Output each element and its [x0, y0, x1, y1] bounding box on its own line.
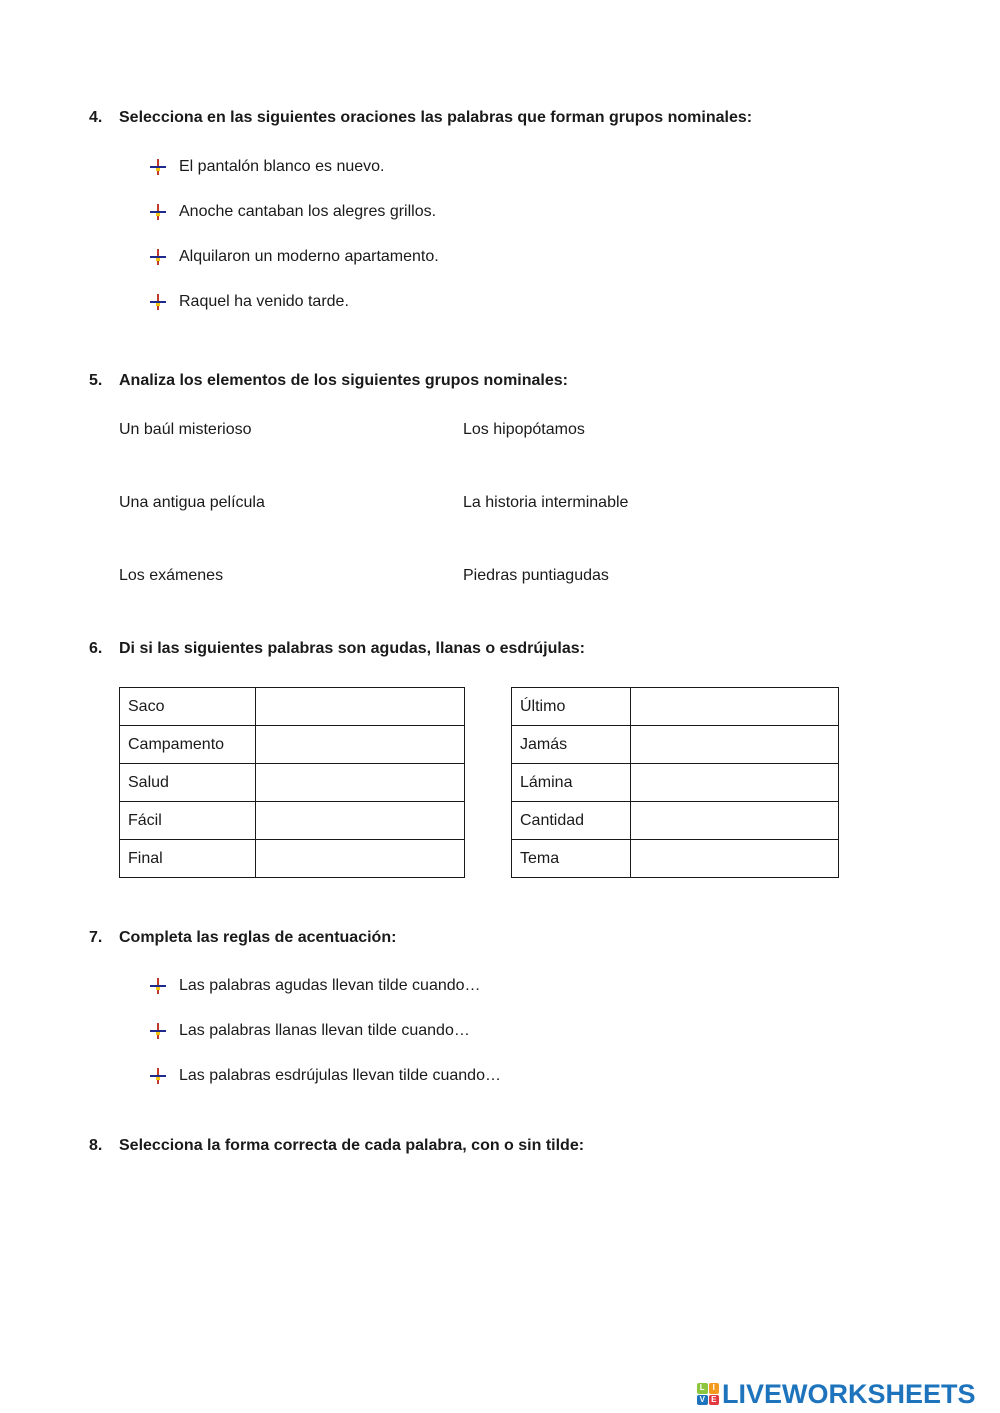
logo-text: LIVEWORKSHEETS	[722, 1378, 976, 1409]
answer-cell[interactable]	[631, 726, 839, 764]
q7-title: Completa las reglas de acentuación:	[119, 929, 397, 946]
table-row	[512, 726, 839, 764]
q4-number: 4.	[89, 109, 103, 126]
q5-right-3: Piedras puntiagudas	[463, 567, 609, 584]
table-word: Último	[512, 688, 631, 726]
q5-number: 5.	[89, 372, 103, 389]
table-row	[512, 840, 839, 878]
table-word: Salud	[120, 764, 256, 802]
arrow-bullet-icon	[150, 294, 166, 310]
table-row	[120, 688, 465, 726]
q8-number: 8.	[89, 1137, 103, 1154]
answer-cell[interactable]	[631, 840, 839, 878]
q5-left-2: Una antigua película	[119, 494, 265, 511]
q5-right-2: La historia interminable	[463, 494, 629, 511]
table-row	[120, 802, 465, 840]
q8-title: Selecciona la forma correcta de cada palabra, con o sin tilde:	[119, 1137, 585, 1154]
q4-item-3: Alquilaron un moderno apartamento.	[179, 248, 439, 265]
q4-item-1: El pantalón blanco es nuevo.	[179, 158, 385, 175]
q5-left-1: Un baúl misterioso	[119, 421, 252, 438]
table-row	[120, 840, 465, 878]
liveworksheets-logo[interactable]	[697, 1378, 976, 1410]
table-row	[512, 802, 839, 840]
table-row	[512, 688, 839, 726]
answer-cell[interactable]	[256, 802, 465, 840]
accent-table-left	[119, 687, 465, 878]
table-word: Jamás	[512, 726, 631, 764]
arrow-bullet-icon	[150, 204, 166, 220]
table-word: Cantidad	[512, 802, 631, 840]
table-word: Tema	[512, 840, 631, 878]
answer-cell[interactable]	[256, 764, 465, 802]
q4-title: Selecciona en las siguientes oraciones las palabras que forman grupos nominales:	[119, 109, 753, 126]
answer-cell[interactable]	[256, 840, 465, 878]
arrow-bullet-icon	[150, 159, 166, 175]
accent-table-right	[511, 687, 839, 878]
answer-cell[interactable]	[256, 726, 465, 764]
answer-cell[interactable]	[631, 802, 839, 840]
q4-item-4: Raquel ha venido tarde.	[179, 293, 349, 310]
answer-cell[interactable]	[631, 764, 839, 802]
answer-cell[interactable]	[631, 688, 839, 726]
table-row	[120, 764, 465, 802]
arrow-bullet-icon	[150, 978, 166, 994]
q6-title: Di si las siguientes palabras son agudas, llanas o esdrújulas:	[119, 640, 585, 657]
liveworksheets-logo-icon: L I V E	[697, 1383, 719, 1405]
q5-left-3: Los exámenes	[119, 567, 224, 584]
table-row	[120, 726, 465, 764]
table-word: Fácil	[120, 802, 256, 840]
q5-right-1: Los hipopótamos	[463, 421, 585, 438]
answer-cell[interactable]	[256, 688, 465, 726]
q4-item-2: Anoche cantaban los alegres grillos.	[179, 203, 437, 220]
table-word: Lámina	[512, 764, 631, 802]
q7-item-3: Las palabras esdrújulas llevan tilde cuando…	[179, 1067, 501, 1084]
q6-number: 6.	[89, 640, 103, 657]
q7-item-1: Las palabras agudas llevan tilde cuando…	[179, 977, 481, 994]
q7-number: 7.	[89, 929, 103, 946]
table-word: Saco	[120, 688, 256, 726]
arrow-bullet-icon	[150, 1068, 166, 1084]
q7-item-2: Las palabras llanas llevan tilde cuando…	[179, 1022, 470, 1039]
arrow-bullet-icon	[150, 1023, 166, 1039]
table-row	[512, 764, 839, 802]
q5-title: Analiza los elementos de los siguientes grupos nominales:	[119, 372, 568, 389]
table-word: Final	[120, 840, 256, 878]
table-word: Campamento	[120, 726, 256, 764]
arrow-bullet-icon	[150, 249, 166, 265]
